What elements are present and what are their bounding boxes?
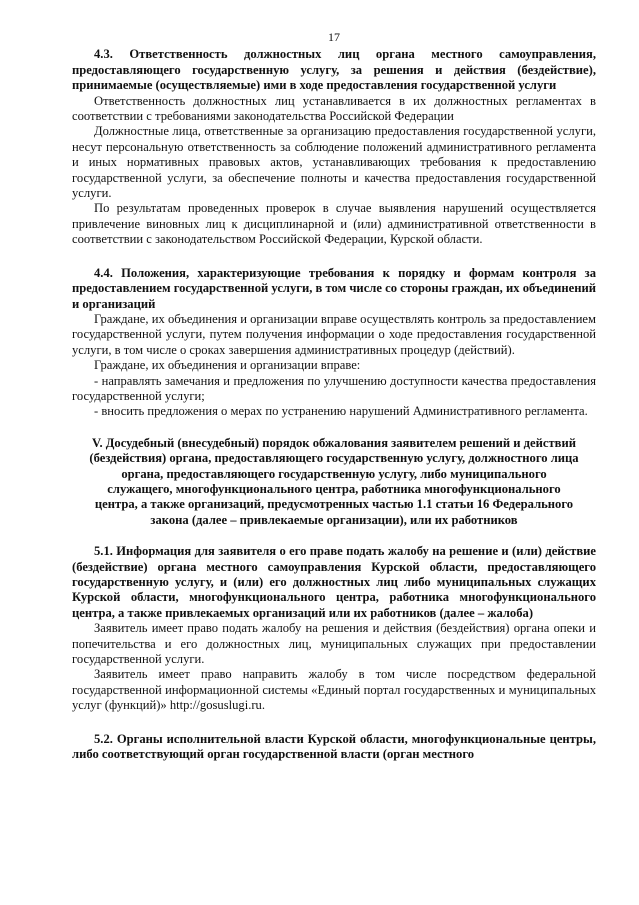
section-4-4-list-item: - вносить предложения о мерах по устранению нарушений Административного регламента.: [94, 404, 588, 419]
page-number: 17: [328, 30, 340, 44]
section-5-1-heading: 5.1. Информация для заявителя о его праве подать жалобу на решение и (или) действие (бездействие) органа местного самоуправления Курской области, предоставляющего государственную услугу, и (или) его должностных лиц либо муниципальных служащих Курской области, многофункционального центра, работника многофункционального центра, а также привлекаемых организаций или их работников (далее – жалоба): [72, 544, 596, 620]
section-4-4-list-item: - направлять замечания и предложения по улучшению доступности качества предоставления государственной услуги;: [72, 373, 596, 403]
section-4-3-paragraph: Ответственность должностных лиц устанавливается в их должностных регламентах в соответствии с требованиями законодательства Российской Федерации: [72, 93, 596, 124]
section-5-2-heading: 5.2. Органы исполнительной власти Курской области, многофункциональные центры, либо соответствующий орган государственной власти (орган местного: [72, 731, 596, 762]
section-4-4-heading: 4.4. Положения, характеризующие требования к порядку и формам контроля за предоставлением государственной услуги, в том числе со стороны граждан, их объединений и организаций: [72, 265, 596, 311]
section-4-4-paragraph: Граждане, их объединения и организации вправе осуществлять контроль за предоставлением государственной услуги, путем получения информации о ходе предоставления государственной услуги, в том числе о сроках завершения административных процедур (действий).: [72, 311, 596, 357]
section-5-1-paragraph: Заявитель имеет право направить жалобу в том числе посредством федеральной государственной информационной системы «Единый портал государственных и муниципальных услуг (функций)» http://gosuslugi.ru.: [72, 667, 596, 713]
section-4-3-paragraph: По результатам проведенных проверок в случае выявления нарушений осуществляется привлечение виновных лиц к дисциплинарной и (или) административной ответственности в соответствии с законодательством Российской Федерации, Курской области.: [72, 201, 596, 247]
section-4-4-paragraph: Граждане, их объединения и организации вправе:: [94, 358, 361, 373]
section-4-3-heading: 4.3. Ответственность должностных лиц органа местного самоуправления, предоставляющего государственную услугу, за решения и действия (бездействие), принимаемые (осуществляемые) ими в ходе предоставления государственной услуги: [72, 47, 596, 93]
document-page: [72, 30, 596, 762]
section-4-3-paragraph: Должностные лица, ответственные за организацию предоставления государственной услуги, несут персональную ответственность за соблюдение положений административного регламента и иных нормативных правовых актов, устанавливающих требования к предоставлению государственной услуги, за обеспечение полноты и качества предоставления государственной услуги.: [72, 124, 596, 201]
section-5-title: V. Досудебный (внесудебный) порядок обжалования заявителем решений и действий (бездействия) органа, предоставляющего государственную услугу, должностного лица органа, предоставляющего государственную услугу, либо муниципального служащего, многофункционального центра, работника многофункционального центра, а также организаций, предусмотренных частью 1.1 статьи 16 Федерального закона (далее – привлекаемые организации), или их работников: [89, 435, 579, 527]
section-5-1-paragraph: Заявитель имеет право подать жалобу на решения и действия (бездействия) органа опеки и попечительства и его должностных лиц, муниципальных служащих при предоставлении государственной услуги.: [72, 621, 596, 667]
